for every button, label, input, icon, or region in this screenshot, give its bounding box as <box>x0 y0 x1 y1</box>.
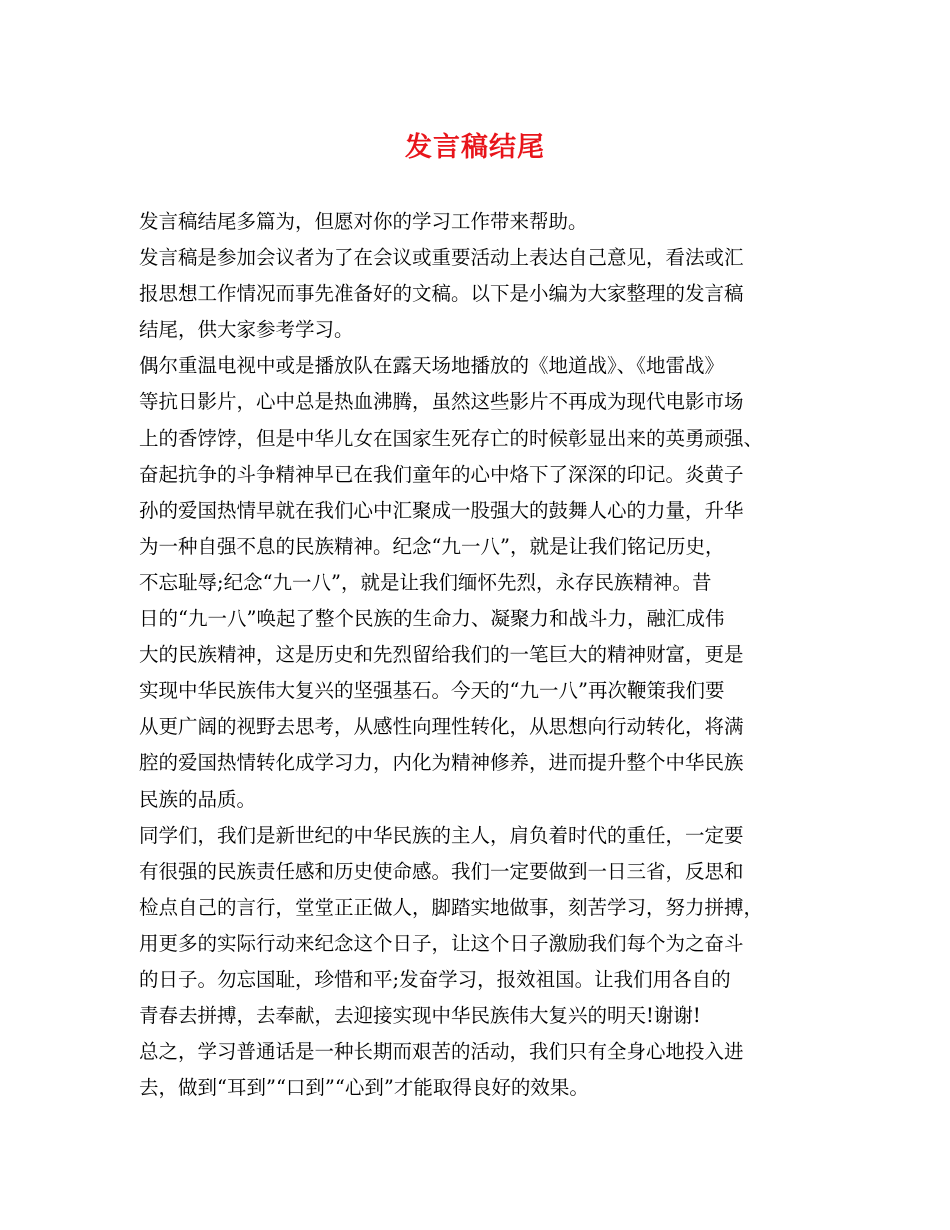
body-line: 不忘耻辱;纪念“九一八”，就是让我们缅怀先烈，永存民族精神。昔 <box>139 570 712 594</box>
document-title: 发言稿结尾 <box>405 132 545 163</box>
body-line: 从更广阔的视野去思考，从感性向理性转化，从思想向行动转化，将满 <box>139 715 744 739</box>
body-line: 腔的爱国热情转化成学习力，内化为精神修养，进而提升整个中华民族 <box>139 751 744 775</box>
body-line: 发言稿结尾多篇为，但愿对你的学习工作带来帮助。 <box>139 210 588 233</box>
body-line: 同学们，我们是新世纪的中华民族的主人，肩负着时代的重任，一定要 <box>139 823 744 847</box>
body-line: 青春去拼搏，去奉献，去迎接实现中华民族伟大复兴的明天!谢谢! <box>139 1004 701 1028</box>
body-line: 奋起抗争的斗争精神早已在我们童年的心中烙下了深深的印记。炎黄子 <box>139 462 744 486</box>
body-line: 发言稿是参加会议者为了在会议或重要活动上表达自己意见，看法或汇 <box>139 246 744 270</box>
body-line: 大的民族精神，这是历史和先烈留给我们的一笔巨大的精神财富，更是 <box>139 643 744 667</box>
body-line: 实现中华民族伟大复兴的坚强基石。今天的“九一八”再次鞭策我们要 <box>139 679 725 703</box>
body-line: 结尾，供大家参考学习。 <box>139 318 354 342</box>
body-line: 有很强的民族责任感和历史使命感。我们一定要做到一日三省，反思和 <box>139 859 744 883</box>
body-line: 为一种自强不息的民族精神。纪念“九一八”，就是让我们铭记历史， <box>139 534 725 558</box>
body-line: 孙的爱国热情早就在我们心中汇聚成一股强大的鼓舞人心的力量，升华 <box>139 498 744 522</box>
document-body <box>139 204 829 1106</box>
body-line: 上的香饽饽，但是中华儿女在国家生死存亡的时候彰显出来的英勇顽强、 <box>139 426 764 450</box>
body-line: 日的“九一八”唤起了整个民族的生命力、凝聚力和战斗力，融汇成伟 <box>139 607 725 631</box>
body-line: 报思想工作情况而事先准备好的文稿。以下是小编为大家整理的发言稿 <box>139 282 744 306</box>
body-line: 的日子。勿忘国耻，珍惜和平;发奋学习，报效祖国。让我们用各自的 <box>139 967 731 991</box>
body-line: 去，做到“耳到”“口到”“心到”才能取得良好的效果。 <box>139 1076 589 1100</box>
body-line: 检点自己的言行，堂堂正正做人，脚踏实地做事，刻苦学习，努力拼搏， <box>139 895 764 919</box>
body-line: 等抗日影片，心中总是热血沸腾，虽然这些影片不再成为现代电影市场 <box>139 390 744 414</box>
body-line: 民族的品质。 <box>139 787 257 811</box>
body-line: 总之，学习普通话是一种长期而艰苦的活动，我们只有全身心地投入进 <box>139 1040 744 1064</box>
body-line: 用更多的实际行动来纪念这个日子，让这个日子激励我们每个为之奋斗 <box>139 931 744 955</box>
body-line: 偶尔重温电视中或是播放队在露天场地播放的《地道战》、《地雷战》 <box>139 354 725 378</box>
